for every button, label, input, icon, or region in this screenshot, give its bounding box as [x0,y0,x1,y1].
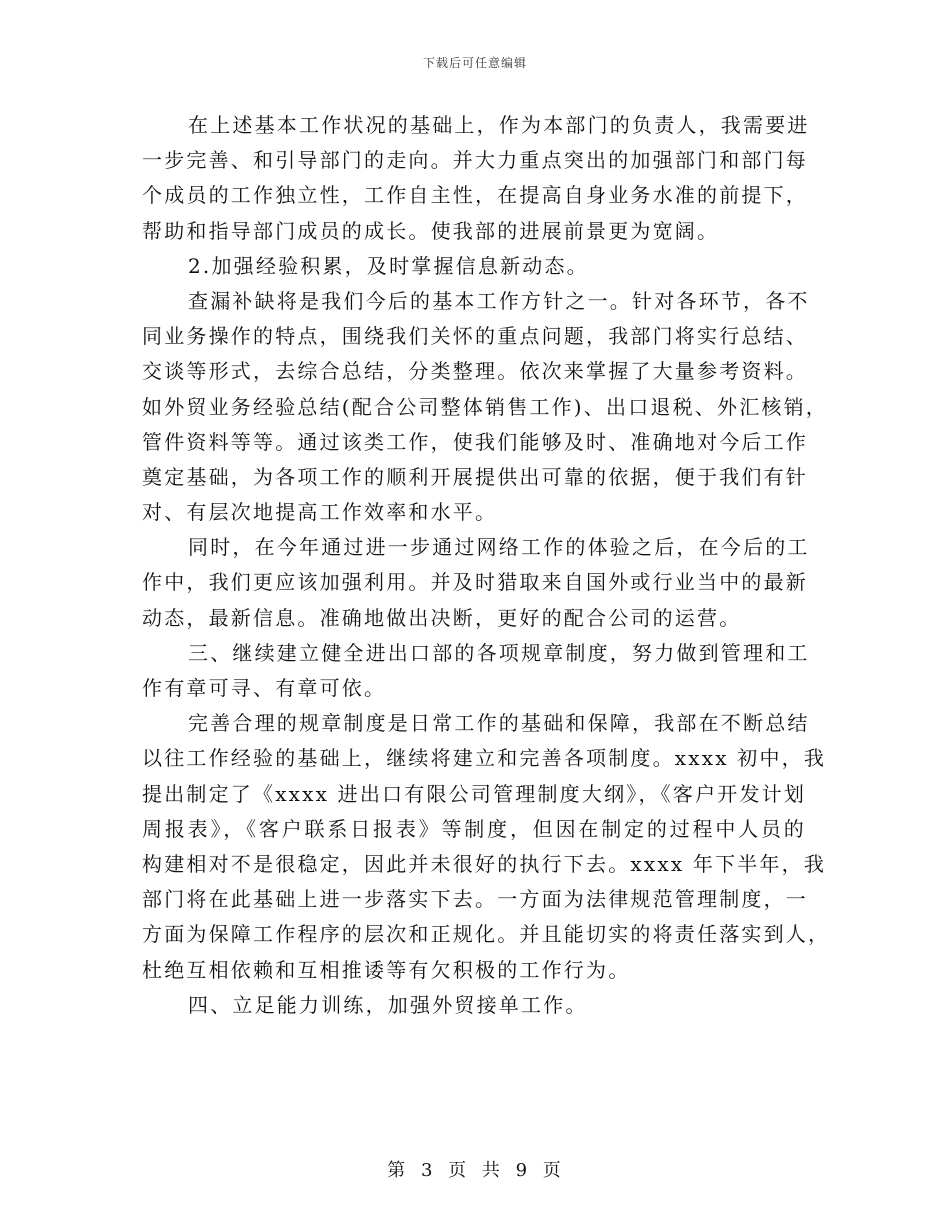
text-line: 一步完善、和引导部门的走向。并大力重点突出的加强部门和部门每 [142,148,808,173]
document-body [142,108,831,1023]
text-line: 同业务操作的特点，围绕我们关怀的重点问题，我部门将实行总结、 [142,324,808,349]
text-line: 方面为保障工作程序的层次和正规化。并且能切实的将责任落实到人， [142,922,831,947]
text-line: 三、继续建立健全进出口部的各项规章制度，努力做到管理和工 [188,640,810,665]
text-line: 提出制定了《xxxx 进出口有限公司管理制度大纲》，《客户开发计划 [142,781,807,806]
text-line: 周报表》，《客户联系日报表》等制度，但因在制定的过程中人员的 [142,816,806,841]
text-line: 完善合理的规章制度是日常工作的基础和保障，我部在不断总结 [188,711,810,736]
text-line: 对、有层次地提高工作效率和水平。 [142,500,498,525]
page-footer: 第 3 页 共 9 页 [387,1160,563,1181]
text-line: 部门将在此基础上进一步落实下去。一方面为法律规范管理制度，一 [142,887,808,912]
text-line: 个成员的工作独立性，工作自主性，在提高自身业务水准的前提下， [142,183,808,208]
text-line: 帮助和指导部门成员的成长。使我部的进展前景更为宽阔。 [142,218,720,243]
text-line: 交谈等形式，去综合总结，分类整理。依次来掌握了大量参考资料。 [142,359,808,384]
text-line: 2.加强经验积累，及时掌握信息新动态。 [188,253,589,278]
text-line: 动态，最新信息。准确地做出决断，更好的配合公司的运营。 [142,605,742,630]
text-line: 在上述基本工作状况的基础上，作为本部门的负责人，我需要进 [188,113,810,137]
text-line: 杜绝互相依赖和互相推诿等有欠积极的工作行为。 [142,957,631,982]
text-line: 奠定基础，为各项工作的顺利开展提供出可靠的依据，便于我们有针 [142,464,808,489]
text-line: 作中，我们更应该加强利用。并及时猎取来自国外或行业当中的最新 [142,570,808,595]
text-line: 查漏补缺将是我们今后的基本工作方针之一。针对各环节，各不 [188,288,810,313]
text-line: 构建相对不是很稳定，因此并未很好的执行下去。xxxx 年下半年，我 [142,851,827,876]
text-line: 作有章可寻、有章可依。 [142,676,387,700]
text-line: 四、立足能力训练，加强外贸接单工作。 [188,992,588,1017]
text-line: 同时，在今年通过进一步通过网络工作的体验之后，在今后的工 [188,535,810,560]
text-line: 管件资料等等。通过该类工作，使我们能够及时、准确地对今后工作 [142,429,808,454]
text-line: 如外贸业务经验总结(配合公司整体销售工作)、出口退税、外汇核销， [142,394,829,419]
text-line: 以往工作经验的基础上，继续将建立和完善各项制度。xxxx 初中，我 [142,746,827,771]
page-header: 下载后可任意编辑 [422,56,527,70]
